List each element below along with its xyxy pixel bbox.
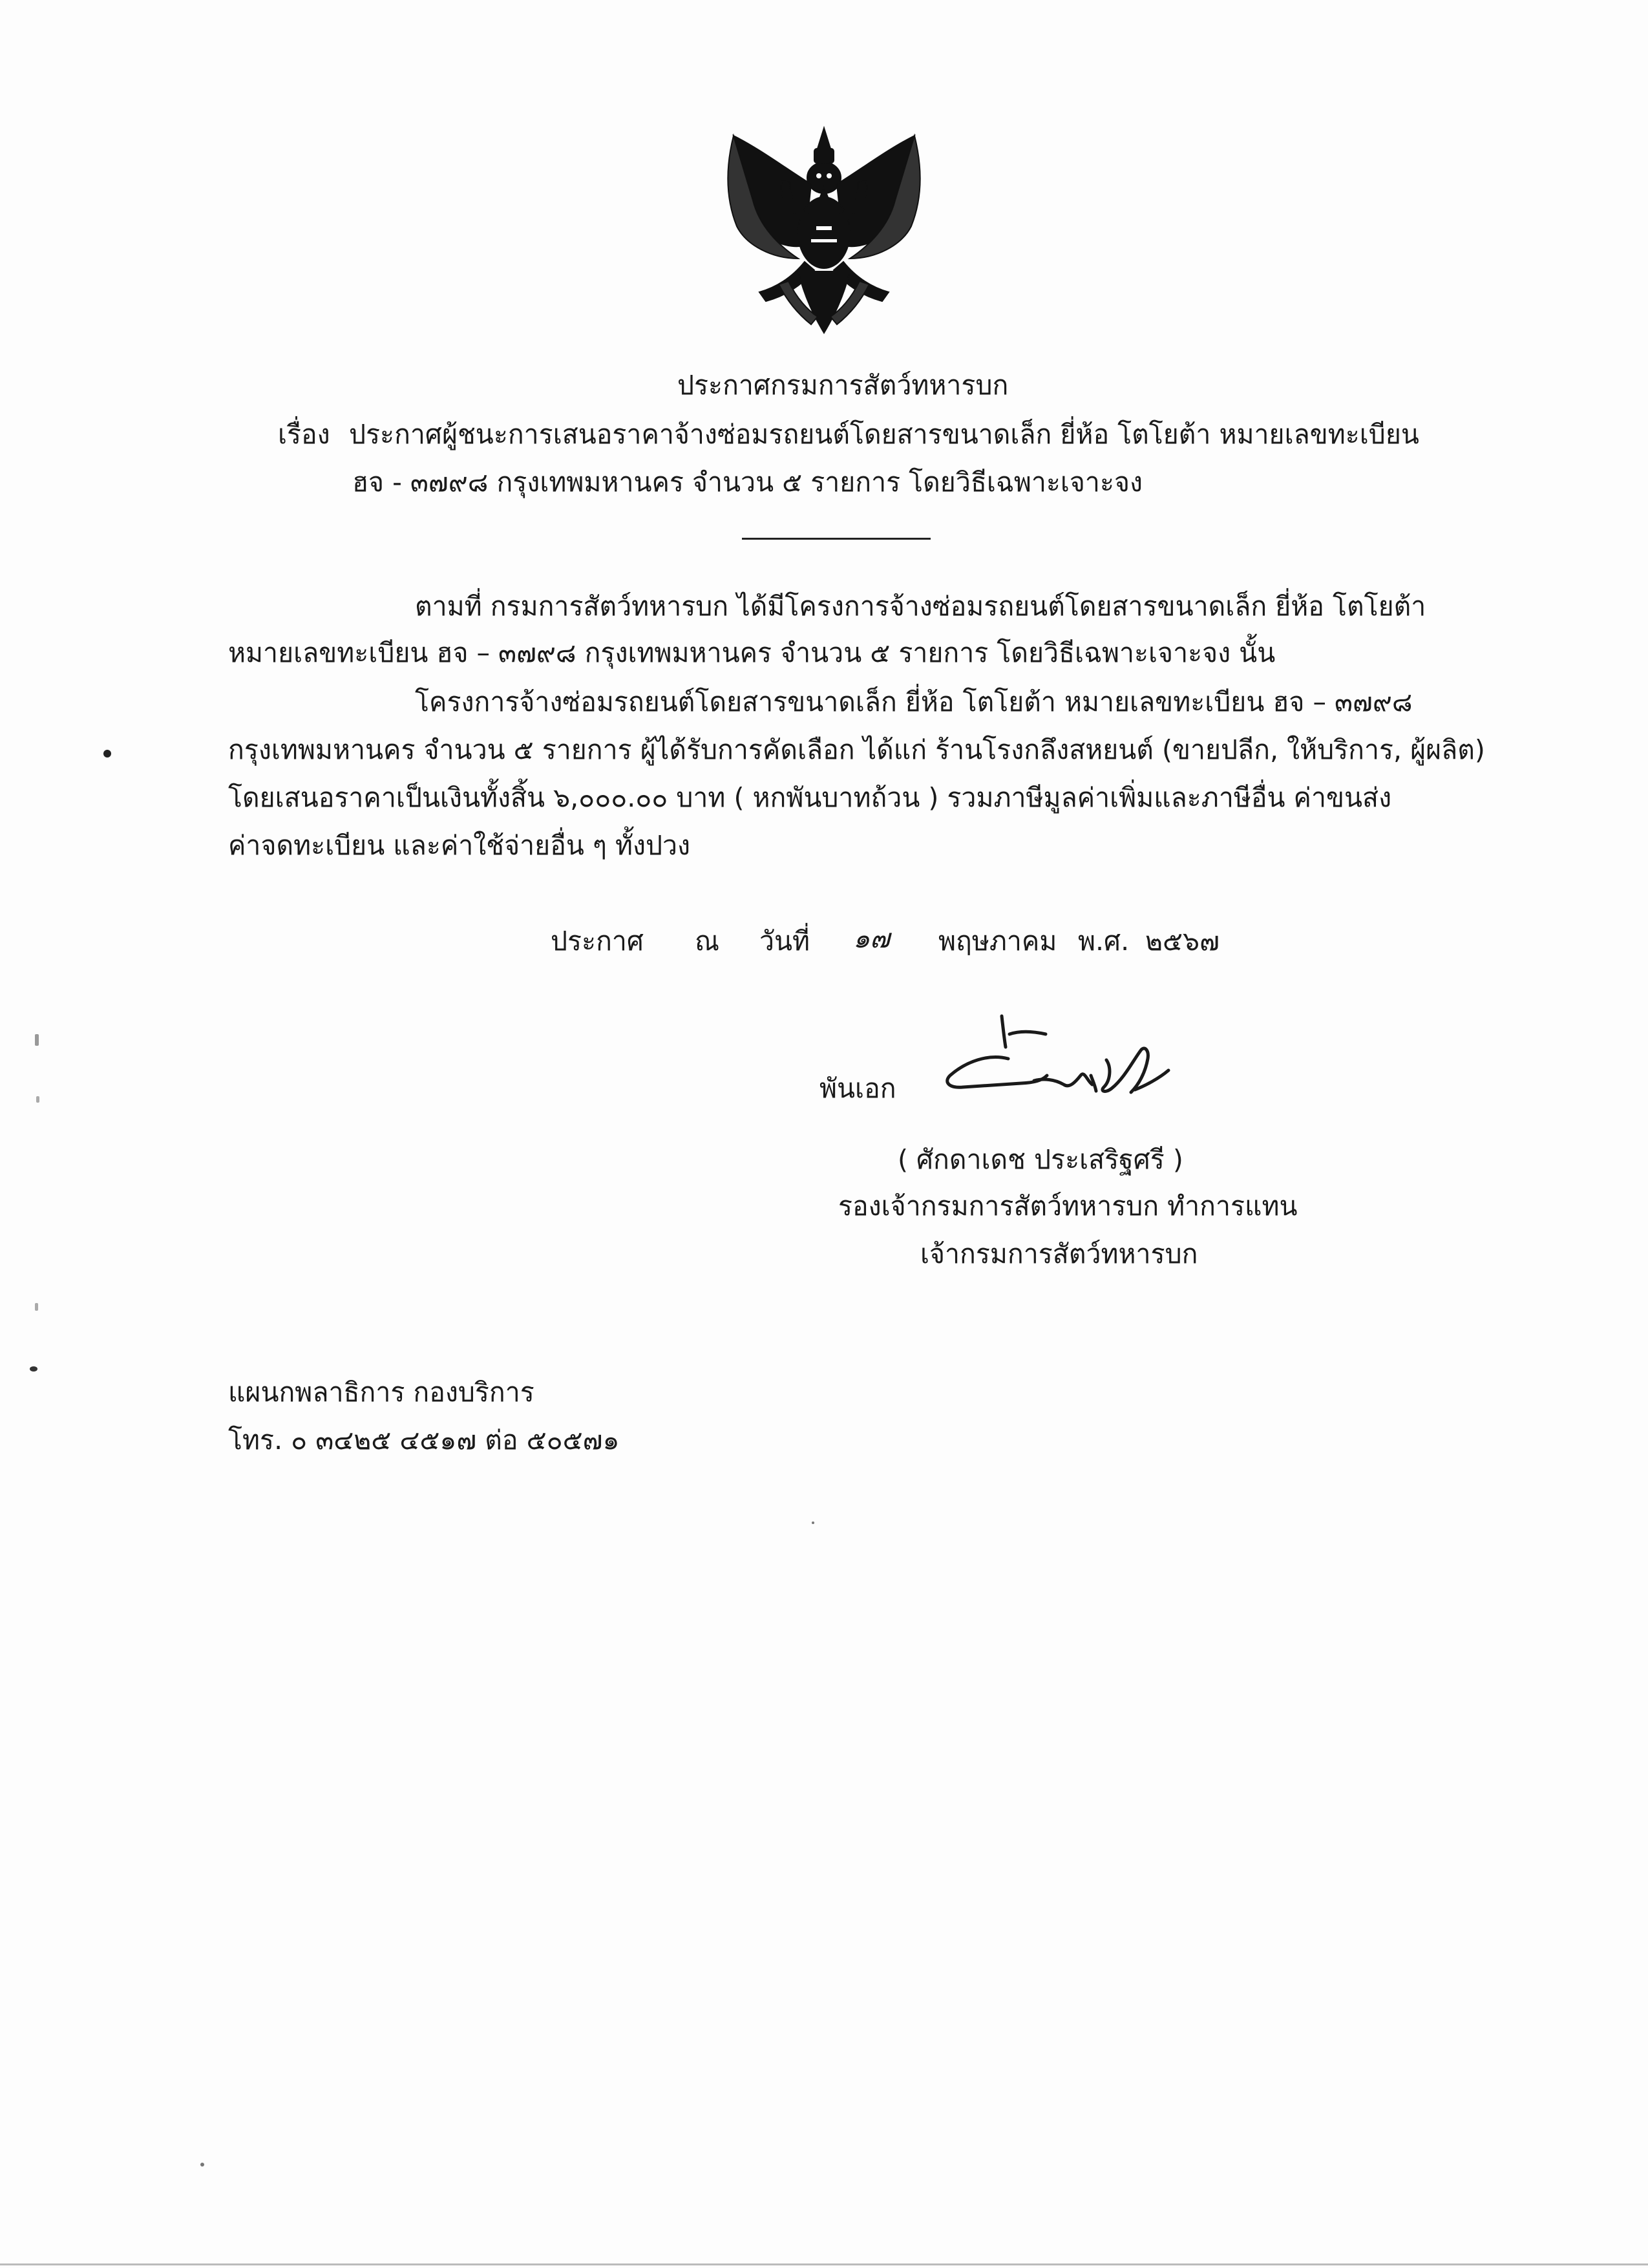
scan-speck <box>36 1096 39 1103</box>
date-day-value: ๑๗ <box>853 923 890 954</box>
footer-phone: โทร. ๐ ๓๔๒๕ ๔๕๑๗ ต่อ ๕๐๕๗๑ <box>228 1425 620 1456</box>
scan-speck <box>103 750 111 758</box>
header-divider <box>742 538 931 540</box>
scan-speck <box>812 1521 814 1524</box>
scan-speck <box>200 2163 204 2167</box>
date-year-value: ๒๕๖๗ <box>1145 926 1220 957</box>
signatory-position-line1: รองเจ้ากรมการสัตว์ทหารบก ทำการแทน <box>838 1191 1298 1222</box>
date-month-value: พฤษภาคม <box>938 926 1057 957</box>
body-para2-line1: โครงการจ้างซ่อมรถยนต์โดยสารขนาดเล็ก ยี่ห้อ โตโยต้า หมายเลขทะเบียน ฮจ – ๓๗๙๘ <box>415 686 1413 717</box>
signatory-name: ( ศักดาเดช ประเสริฐศรี ) <box>898 1144 1183 1175</box>
body-para2-line4: ค่าจดทะเบียน และค่าใช้จ่ายอื่น ๆ ทั้งปวง <box>228 830 691 861</box>
garuda-emblem-icon <box>714 123 934 336</box>
date-year-label: พ.ศ. <box>1078 926 1130 957</box>
signatory-position-line2: เจ้ากรมการสัตว์ทหารบก <box>920 1238 1198 1269</box>
announcement-title: ประกาศกรมการสัตว์ทหารบก <box>677 370 1009 401</box>
body-para2-line2: กรุงเทพมหานคร จำนวน ๕ รายการ ผู้ได้รับการคัดเลือก ได้แก่ ร้านโรงกลึงสหยนต์ (ขายปลีก, ให้บริการ, ผู้ผลิต) <box>228 734 1485 765</box>
handwritten-signature <box>937 1008 1221 1118</box>
scan-speck <box>35 1303 38 1311</box>
body-para1-line1: ตามที่ กรมการสัตว์ทหารบก ได้มีโครงการจ้างซ่อมรถยนต์โดยสารขนาดเล็ก ยี่ห้อ โตโยต้า <box>415 591 1426 622</box>
date-day-label: วันที่ <box>759 926 810 957</box>
subject-label: เรื่อง <box>278 419 330 450</box>
subject-line-2: ฮจ - ๓๗๙๘ กรุงเทพมหานคร จำนวน ๕ รายการ โดยวิธีเฉพาะเจาะจง <box>352 467 1143 498</box>
scan-speck <box>30 1366 37 1372</box>
date-at-label: ณ <box>695 926 720 957</box>
scan-speck <box>35 1034 39 1046</box>
footer-department: แผนกพลาธิการ กองบริการ <box>228 1377 534 1408</box>
body-para1-line2: หมายเลขทะเบียน ฮจ – ๓๗๙๘ กรุงเทพมหานคร จำนวน ๕ รายการ โดยวิธีเฉพาะเจาะจง นั้น <box>228 637 1276 668</box>
subject-line-1: ประกาศผู้ชนะการเสนอราคาจ้างซ่อมรถยนต์โดยสารขนาดเล็ก ยี่ห้อ โตโยต้า หมายเลขทะเบียน <box>349 419 1419 450</box>
page-bottom-edge <box>0 2263 1648 2265</box>
date-announce-label: ประกาศ <box>551 926 644 957</box>
signatory-rank: พันเอก <box>819 1073 896 1104</box>
body-para2-line3: โดยเสนอราคาเป็นเงินทั้งสิ้น ๖,๐๐๐.๐๐ บาท ( หกพันบาทถ้วน ) รวมภาษีมูลค่าเพิ่มและภาษีอื่น ค่าขนส่ง <box>228 782 1392 813</box>
